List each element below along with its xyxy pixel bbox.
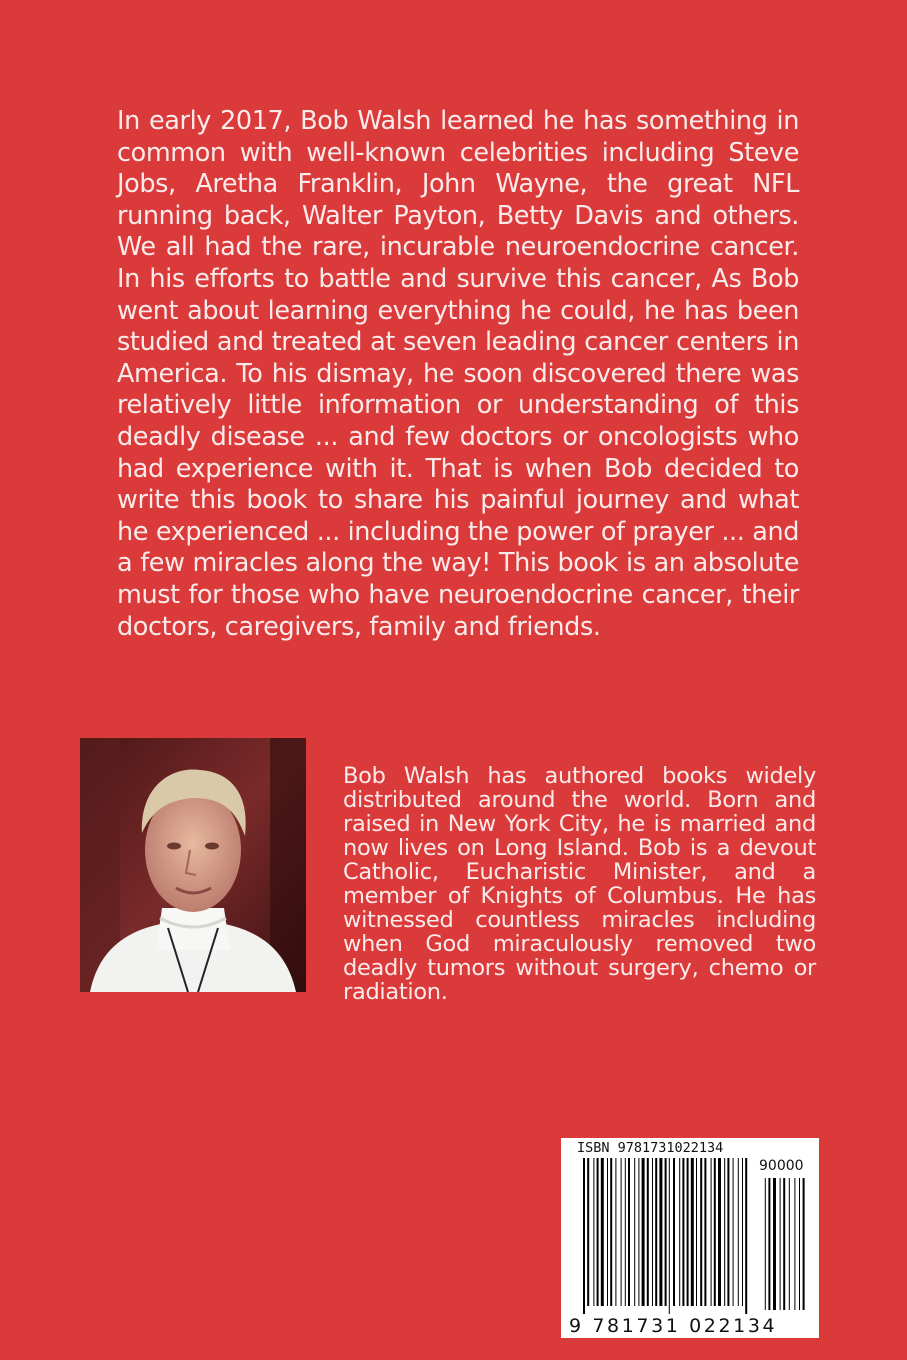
barcode-bar (665, 1158, 667, 1306)
barcode-bar (642, 1158, 645, 1306)
barcode-bar (738, 1158, 739, 1306)
addon-bar (773, 1178, 776, 1310)
addon-bar (789, 1178, 790, 1310)
barcode-bar (601, 1158, 604, 1306)
barcode-bar (655, 1158, 657, 1306)
barcode-bar (696, 1158, 697, 1306)
barcode-bar (718, 1158, 721, 1306)
barcode-bar (687, 1158, 689, 1306)
barcode-bar (615, 1158, 616, 1306)
addon-bar (803, 1178, 805, 1310)
addon-bar (794, 1178, 795, 1310)
barcode-bar (647, 1158, 649, 1306)
barcode-bar (652, 1158, 653, 1306)
barcode-bar (745, 1158, 747, 1314)
isbn-label: ISBN 9781731022134 (577, 1140, 724, 1156)
barcode-bar (587, 1158, 589, 1306)
barcode-bar (638, 1158, 639, 1306)
barcode-bar (659, 1158, 662, 1306)
barcode-bar (669, 1158, 670, 1314)
barcode-bar (610, 1158, 612, 1306)
barcode-bar (607, 1158, 608, 1306)
barcode-bar (679, 1158, 680, 1306)
addon-bar (783, 1178, 785, 1310)
barcode-bar (711, 1158, 712, 1306)
barcode-bar (625, 1158, 626, 1306)
isbn-digits: 9 781731 022134 (569, 1315, 778, 1337)
addon-bar (768, 1178, 770, 1310)
barcode-bar (714, 1158, 716, 1306)
barcode-bar (621, 1158, 622, 1306)
author-bio: Bob Walsh has authored books widely distributed around the world. Born and raised in New York City, he is married and now lives on Long Island. Bob is a devout Catholic, Eucharistic Minister, and a member of Knights of Columbus. He has witnessed countless miracles including when God miraculously removed two deadly tumors without surgery, chemo or radiation. (343, 763, 816, 1005)
barcode-bar (634, 1158, 635, 1306)
barcode-bar (700, 1158, 702, 1306)
price-code: 90000 (759, 1158, 804, 1174)
barcode-bar (742, 1158, 743, 1306)
author-photo (80, 738, 306, 992)
barcode-bar (727, 1158, 729, 1306)
barcode-bar (673, 1158, 675, 1306)
barcode-bar (682, 1158, 684, 1306)
addon-bar (765, 1178, 766, 1310)
book-description: In early 2017, Bob Walsh learned he has something in common with well-known celebrities including Steve Jobs, Aretha Franklin, John Wayne, the great NFL running back, Walter Payton, Betty Davis and others. We all had the rare, incurable neuroendocrine cancer. In his efforts to battle and survive this cancer, As Bob went about learning everything he could, he has been studied and treated at seven leading cancer centers in America. To his dismay, he soon discovered there was relatively little information or understanding of this deadly disease ... and few doctors or oncologists who had experience with it. That is when Bob decided to write this book to share his painful journey and what he experienced ... including the power of prayer ... and a few miracles along the way! This book is an absolute must for those who have neuroendocrine cancer, their doctors, caregivers, family and friends. (117, 106, 799, 642)
barcode-bar (733, 1158, 734, 1306)
addon-bar (780, 1178, 781, 1310)
barcode-bar (704, 1158, 706, 1306)
isbn-barcode-box (561, 1138, 819, 1338)
barcode-bar (583, 1158, 585, 1314)
barcode-bar (628, 1158, 630, 1306)
barcode-bar (593, 1158, 594, 1306)
barcode-bar (597, 1158, 599, 1306)
barcode-bar (691, 1158, 694, 1306)
addon-bar (799, 1178, 800, 1310)
barcode-bar (724, 1158, 725, 1306)
